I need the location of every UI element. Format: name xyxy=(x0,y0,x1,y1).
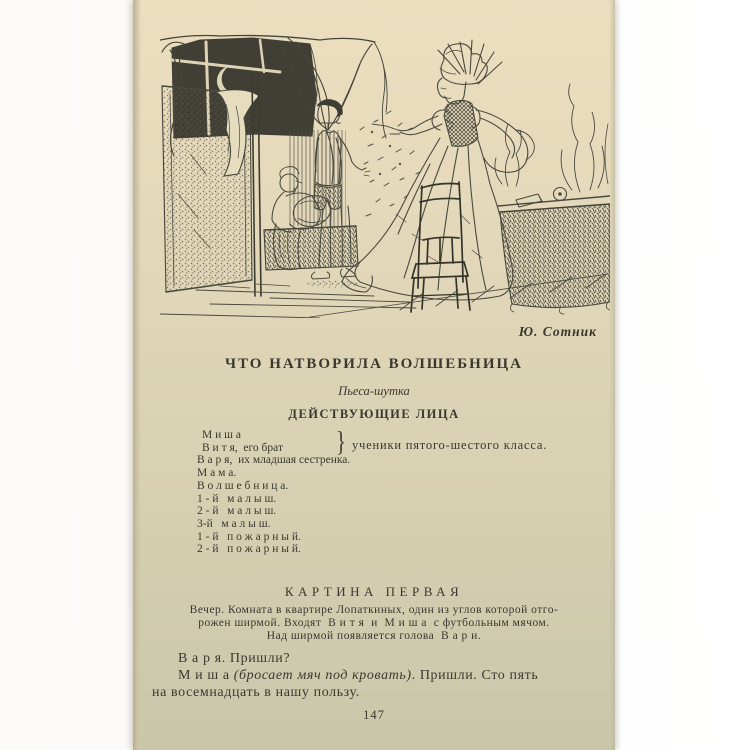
cast-group-brace: } xyxy=(335,426,347,458)
illustration-screen xyxy=(162,74,261,296)
dialogue-line: В а р я. Пришли? xyxy=(178,651,291,666)
page-number: 147 xyxy=(363,708,385,722)
cast-row: В и т я, его брат xyxy=(202,441,283,454)
dialogue-stage-note: (бросает мяч под кровать) xyxy=(233,668,412,684)
scene-heading: КАРТИНА ПЕРВАЯ xyxy=(284,584,464,599)
cast-group-label: ученики пятого-шестого класса. xyxy=(352,438,548,452)
dialogue-line: на восемнадцать в нашу пользу. xyxy=(152,685,360,701)
book-illustration xyxy=(160,33,610,318)
illustration-sparkles xyxy=(360,111,420,216)
author-byline: Ю. Сотник xyxy=(518,324,597,339)
illustration-table xyxy=(495,84,610,314)
stage-direction xyxy=(145,604,603,644)
stage-direction-line: Над ширмой появляется голова В а р и. xyxy=(266,630,482,643)
cast-row: 2 - й м а л ы ш. xyxy=(197,505,277,518)
stage-direction-line: рожен ширмой. Входят В и т я и М и ш а с футбольным мячом. xyxy=(198,617,550,630)
cast-row: 1 - й м а л ы ш. xyxy=(197,492,277,505)
book-page xyxy=(133,0,615,750)
cast-row: М и ш а xyxy=(202,429,241,441)
cast-row: М а м а. xyxy=(197,467,237,480)
play-subtitle: Пьеса-шутка xyxy=(338,384,410,398)
cast-row: 3-й м а л ы ш. xyxy=(197,517,271,530)
cast-heading: ДЕЙСТВУЮЩИЕ ЛИЦА xyxy=(288,407,460,421)
cast-row: В о л ш е б н и ц а. xyxy=(197,479,289,492)
illustration-girl-on-bed xyxy=(264,130,358,270)
stage-direction-line: Вечер. Комната в квартире Лопаткиных, один из углов которой отго- xyxy=(189,604,559,616)
dialogue-speaker: М и ш а xyxy=(178,668,234,684)
cast-row: В а р я, их младшая сестренка. xyxy=(197,454,351,467)
cast-row: 1 - й п о ж а р н ы й. xyxy=(197,530,301,543)
illustration-chair xyxy=(411,182,470,312)
dialogue-block xyxy=(152,650,601,702)
cast-row: 2 - й п о ж а р н ы й. xyxy=(197,543,301,556)
cast-list xyxy=(197,429,350,556)
play-title: ЧТО НАТВОРИЛА ВОЛШЕБНИЦА xyxy=(224,356,523,372)
dialogue-line xyxy=(152,667,601,684)
dialogue-text: . Пришли. Сто пять xyxy=(411,668,539,684)
